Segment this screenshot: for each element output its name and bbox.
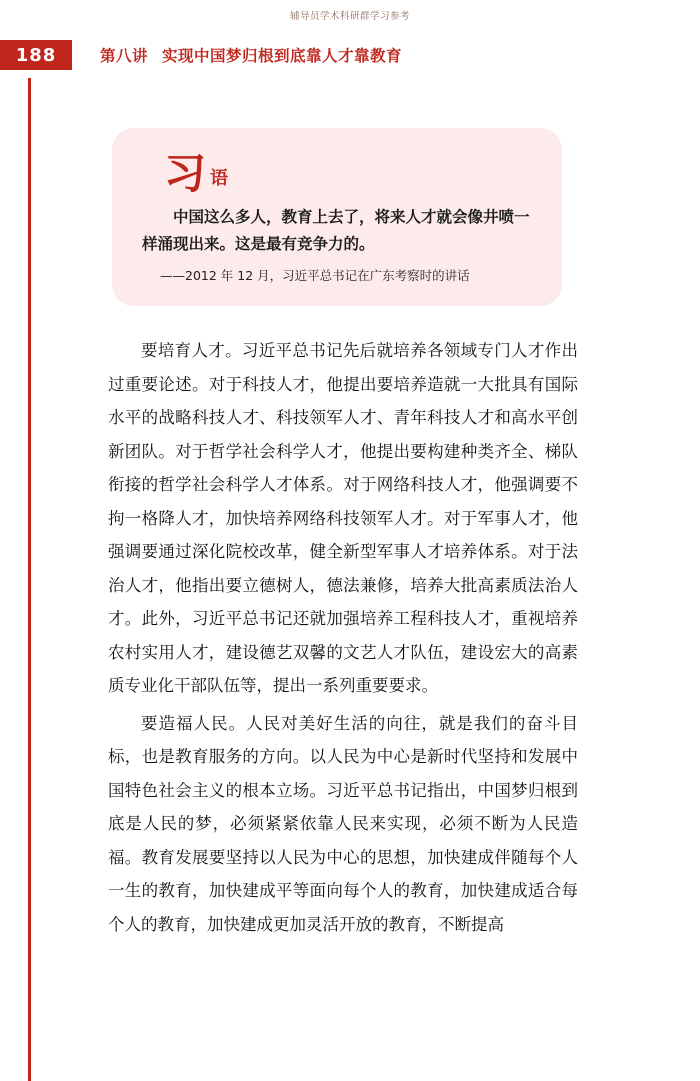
page-top-note: 辅导员学术科研群学习参考 [289,11,410,22]
quote-text: 中国这么多人，教育上去了，将来人才就会像井喷一样涌现出来。这是最有竞争力的。 [142,208,530,254]
paragraph: 要造福人民。人民对美好生活的向往，就是我们的奋斗目标，也是教育服务的方向。以人民为中心是新时代坚持和发展中国特色社会主义的根本立场。习近平总书记指出，中国梦归根到底是人民的梦，必须紧紧依靠人民来实现，必须不断为人民造福。教育发展要坚持以人民为中心的思想，加快建成伴随每个人一生的教育，加快建成平等面向每个人的教育，加快建成适合每个人的教育，加快建成更加灵活开放的教育，不断提高 [108,713,578,934]
quote-brand-label: 语 [210,168,229,189]
paragraph: 要培育人才。习近平总书记先后就培养各领域专门人才作出过重要论述。对于科技人才，他提出要培养造就一大批具有国际水平的战略科技人才、科技领军人才、青年科技人才和高水平创新团队。对于哲学社会科学人才，他提出要构建种类齐全、梯队衔接的哲学社会科学人才体系。对于网络科技人才，他强调要不拘一格降人才，加快培养网络科技领军人才。对于军事人才，他强调要通过深化院校改革，健全新型军事人才培养体系。对于法治人才，他指出要立德树人，德法兼修，培养大批高素质法治人才。此外，习近平总书记还就加强培养工程科技人才，重视培养农村实用人才，建设德艺双馨的文艺人才队伍，建设宏大的高素质专业化干部队伍等，提出一系列重要要求。 [108,341,578,695]
body-text [108,334,578,945]
running-head-lecture: 第八讲 [100,47,149,65]
quote-brand [164,142,536,199]
page-number-badge: 188 [0,40,72,70]
quote-brand-character: 习 [164,149,207,199]
running-head [100,44,402,66]
quote-source: ——2012 年 12 月，习近平总书记在广东考察时的讲话 [160,268,470,284]
running-head-title: 实现中国梦归根到底靠人才靠教育 [162,47,403,65]
left-vertical-rule [28,78,31,1081]
quote-card [112,128,562,306]
